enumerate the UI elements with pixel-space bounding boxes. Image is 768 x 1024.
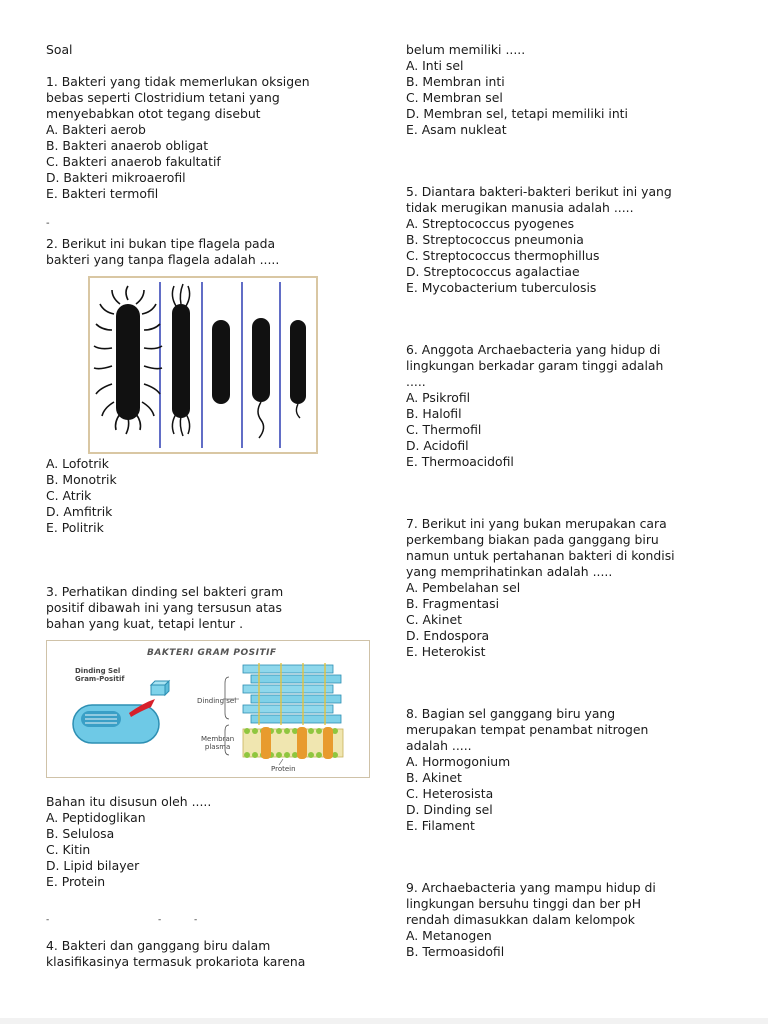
option-c: C. Akinet — [406, 612, 462, 627]
question-text-line: 3. Perhatikan dinding sel bakteri gram — [46, 584, 284, 599]
question-text-line: 8. Bagian sel ganggang biru yang — [406, 706, 616, 721]
question-text-line: tidak merugikan manusia adalah ..... — [406, 200, 634, 215]
stray-mark: - — [158, 915, 162, 925]
question-text-line: menyebabkan otot tegang disebut — [46, 106, 261, 121]
spacer — [406, 834, 736, 880]
question-1 — [46, 74, 376, 202]
question-3 — [46, 584, 376, 890]
option-d: D. Acidofil — [406, 438, 469, 453]
question-4-continued — [406, 42, 736, 138]
question-text-line: ..... — [406, 374, 426, 389]
rod-cell — [73, 705, 159, 743]
option-d: D. Dinding sel — [406, 802, 493, 817]
option-e: E. Bakteri termofil — [46, 186, 159, 201]
spacer — [406, 660, 736, 706]
right-column — [406, 42, 736, 960]
question-text-line: belum memiliki ..... — [406, 42, 526, 57]
option-d: D. Lipid bilayer — [46, 858, 140, 873]
option-b: B. Membran inti — [406, 74, 505, 89]
question-text-line: yang memprihatinkan adalah ..... — [406, 564, 613, 579]
option-e: E. Thermoacidofil — [406, 454, 514, 469]
question-text-line: 4. Bakteri dan ganggang biru dalam — [46, 938, 271, 953]
option-a: A. Pembelahan sel — [406, 580, 521, 595]
option-b: B. Akinet — [406, 770, 462, 785]
option-c: C. Kitin — [46, 842, 91, 857]
option-d: D. Streptococcus agalactiae — [406, 264, 580, 279]
label-line: Dinding Sel — [75, 667, 121, 675]
question-text-line: klasifikasinya termasuk prokariota karena — [46, 954, 306, 969]
spacer — [406, 470, 736, 516]
question-text-line: 6. Anggota Archaebacteria yang hidup di — [406, 342, 661, 357]
bacterium-atrichous — [212, 320, 230, 404]
bacterium-monotrichous — [252, 318, 270, 438]
question-8 — [406, 706, 736, 834]
question-text-line: positif dibawah ini yang tersusun atas — [46, 600, 282, 615]
question-text-line: 7. Berikut ini yang bukan merupakan cara — [406, 516, 667, 531]
option-a: A. Hormogonium — [406, 754, 511, 769]
spacer — [46, 202, 376, 236]
option-a: A. Inti sel — [406, 58, 464, 73]
figure-title: BAKTERI GRAM POSITIF — [147, 648, 277, 658]
lipid-bilayer — [243, 727, 343, 759]
question-text-line: namun untuk pertahanan bakteri di kondisi — [406, 548, 675, 563]
option-d: D. Amfitrik — [46, 504, 113, 519]
stray-mark: - — [46, 218, 50, 229]
label-cell-wall: Dinding sel — [197, 697, 237, 705]
page-bottom-edge — [0, 1018, 768, 1024]
option-a: A. Streptococcus pyogenes — [406, 216, 575, 231]
option-c: C. Streptococcus thermophillus — [406, 248, 600, 263]
gram-positive-figure — [46, 640, 370, 778]
option-c: C. Heterosista — [406, 786, 494, 801]
label-protein: Protein — [271, 765, 296, 773]
bracket-wall — [225, 677, 229, 719]
option-d: D. Endospora — [406, 628, 490, 643]
question-4 — [46, 938, 376, 970]
option-e: E. Heterokist — [406, 644, 486, 659]
question-text-line: perkembang biakan pada ganggang biru — [406, 532, 659, 547]
question-5 — [406, 184, 736, 296]
stray-mark: - — [194, 915, 198, 925]
cell-body — [116, 304, 140, 420]
bracket-membrane — [225, 725, 229, 755]
option-c: C. Thermofil — [406, 422, 482, 437]
option-e: E. Asam nukleat — [406, 122, 507, 137]
protein-pointer — [279, 759, 283, 765]
spacer — [406, 296, 736, 342]
question-2 — [46, 236, 376, 536]
option-b: B. Streptococcus pneumonia — [406, 232, 584, 247]
question-9 — [406, 880, 736, 960]
question-text-line: 5. Diantara bakteri-bakteri berikut ini yang — [406, 184, 672, 199]
option-b: B. Monotrik — [46, 472, 117, 487]
page-title: Soal — [46, 42, 73, 57]
bacterium-amphitrichous — [290, 320, 306, 418]
question-text-line: 1. Bakteri yang tidak memerlukan oksigen — [46, 74, 310, 89]
stray-mark: - — [46, 915, 50, 925]
question-text-line: bakteri yang tanpa flagela adalah ..... — [46, 252, 280, 267]
option-d: D. Membran sel, tetapi memiliki inti — [406, 106, 628, 121]
question-text-line: bahan yang kuat, tetapi lentur . — [46, 616, 244, 631]
question-follow-text: Bahan itu disusun oleh ..... — [46, 794, 212, 809]
question-text-line: adalah ..... — [406, 738, 472, 753]
option-b: B. Selulosa — [46, 826, 115, 841]
question-6 — [406, 342, 736, 470]
question-text-line: 2. Berikut ini bukan tipe flagela pada — [46, 236, 276, 251]
label-line: plasma — [204, 743, 231, 751]
option-b: B. Halofil — [406, 406, 462, 421]
option-e: E. Politrik — [46, 520, 104, 535]
option-b: B. Bakteri anaerob obligat — [46, 138, 209, 153]
peptidoglycan-layers — [243, 665, 341, 723]
option-b: B. Fragmentasi — [406, 596, 500, 611]
question-text-line: lingkungan bersuhu tinggi dan ber pH — [406, 896, 642, 911]
question-7 — [406, 516, 736, 660]
option-c: C. Bakteri anaerob fakultatif — [46, 154, 221, 169]
cell-wall-illustration — [47, 641, 369, 777]
spacer — [46, 890, 376, 938]
option-c: C. Membran sel — [406, 90, 503, 105]
spacer — [406, 138, 736, 184]
question-text-line: lingkungan berkadar garam tinggi adalah — [406, 358, 664, 373]
option-b: B. Termoasidofil — [406, 944, 505, 959]
question-text-line: rendah dimasukkan dalam kelompok — [406, 912, 635, 927]
option-a: A. Peptidoglikan — [46, 810, 146, 825]
question-text-line: 9. Archaebacteria yang mampu hidup di — [406, 880, 656, 895]
option-e: E. Protein — [46, 874, 106, 889]
left-column — [46, 42, 376, 970]
option-a: A. Lofotrik — [46, 456, 109, 471]
label-line: Membran — [201, 735, 235, 743]
option-c: C. Atrik — [46, 488, 92, 503]
spacer — [46, 536, 376, 584]
question-text-line: bebas seperti Clostridium tetani yang — [46, 90, 280, 105]
option-d: D. Bakteri mikroaerofil — [46, 170, 186, 185]
option-e: E. Filament — [406, 818, 475, 833]
option-a: A. Psikrofil — [406, 390, 471, 405]
flagella-types-figure — [88, 276, 318, 454]
flagella-illustration — [90, 278, 316, 452]
option-a: A. Metanogen — [406, 928, 492, 943]
label-line: Gram-Positif — [75, 675, 125, 683]
option-a: A. Bakteri aerob — [46, 122, 146, 137]
cell-body — [172, 304, 190, 418]
question-text-line: merupakan tempat penambat nitrogen — [406, 722, 649, 737]
option-e: E. Mycobacterium tuberculosis — [406, 280, 597, 295]
zoom-cube — [151, 681, 169, 695]
